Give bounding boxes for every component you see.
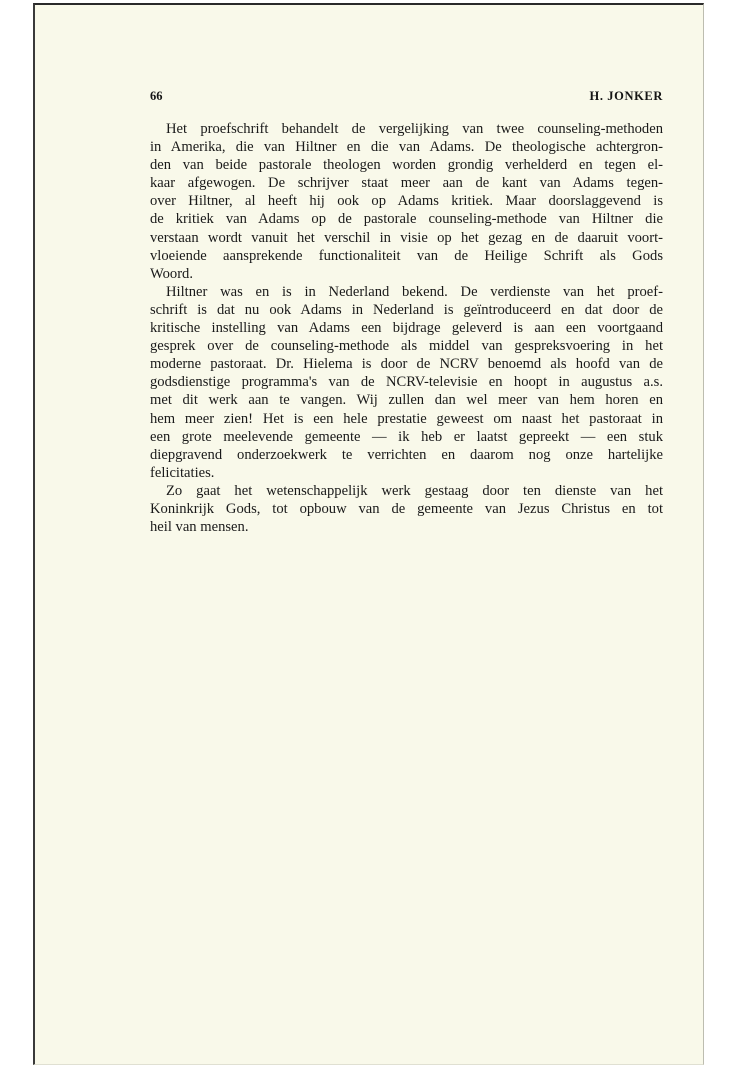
text-line: gesprek over de counseling-methode als middel van gespreksvoering in het [150,338,663,355]
running-head-author: H. JONKER [589,89,663,103]
text-line: den van beide pastorale theologen worden grondig verhelderd en tegen el- [150,157,663,174]
text-line: godsdienstige programma's van de NCRV-televisie en hoopt in augustus a.s. [150,374,663,391]
text-line: vloeiende aansprekende functionaliteit van de Heilige Schrift als Gods [150,247,663,264]
paragraph-2 [150,283,663,482]
text-line: kritische instelling van Adams een bijdrage geleverd is aan een voortgaand [150,320,663,337]
text-line: Koninkrijk Gods, tot opbouw van de gemeente van Jezus Christus en tot [150,500,663,517]
text-line: verstaan wordt vanuit het verschil in visie op het gezag en de daaruit voort- [150,229,663,246]
text-line: Zo gaat het wetenschappelijk werk gestaag door ten dienste van het [166,482,663,499]
text-line: schrift is dat nu ook Adams in Nederland is geïntroduceerd en dat door de [150,301,663,318]
text-line: Het proefschrift behandelt de vergelijking van twee counseling-methoden [166,121,663,137]
text-line: felicitaties. [150,464,215,481]
text-line: heil van mensen. [150,519,249,536]
paragraph-3 [150,482,663,536]
text-line: Hiltner was en is in Nederland bekend. De verdienste van het proef- [166,283,663,300]
text-line: de kritiek van Adams op de pastorale counseling-methode van Hiltner die [150,211,663,228]
text-line: een grote meelevende gemeente — ik heb er laatst gepreekt — een stuk [150,428,663,445]
text-line: over Hiltner, al heeft hij ook op Adams kritiek. Maar doorslaggevend is [150,193,663,210]
body-text [150,120,663,536]
page-number: 66 [150,89,163,103]
text-line: in Amerika, die van Hiltner en die van Adams. De theologische achtergron- [150,139,663,156]
text-line: hem meer zien! Het is een hele prestatie geweest om naast het pastoraat in [150,410,663,427]
text-line: met dit werk aan te vangen. Wij zullen dan wel meer van hem horen en [150,392,663,409]
paragraph-1 [150,120,663,283]
text-line: diepgravend onderzoekwerk te verrichten en daarom nog onze hartelijke [150,446,663,463]
text-line: Woord. [150,265,194,282]
text-line: kaar afgewogen. De schrijver staat meer aan de kant van Adams tegen- [150,175,663,192]
page-header [116,89,663,107]
text-line: moderne pastoraat. Dr. Hielema is door de NCRV benoemd als hoofd van de [150,356,663,373]
